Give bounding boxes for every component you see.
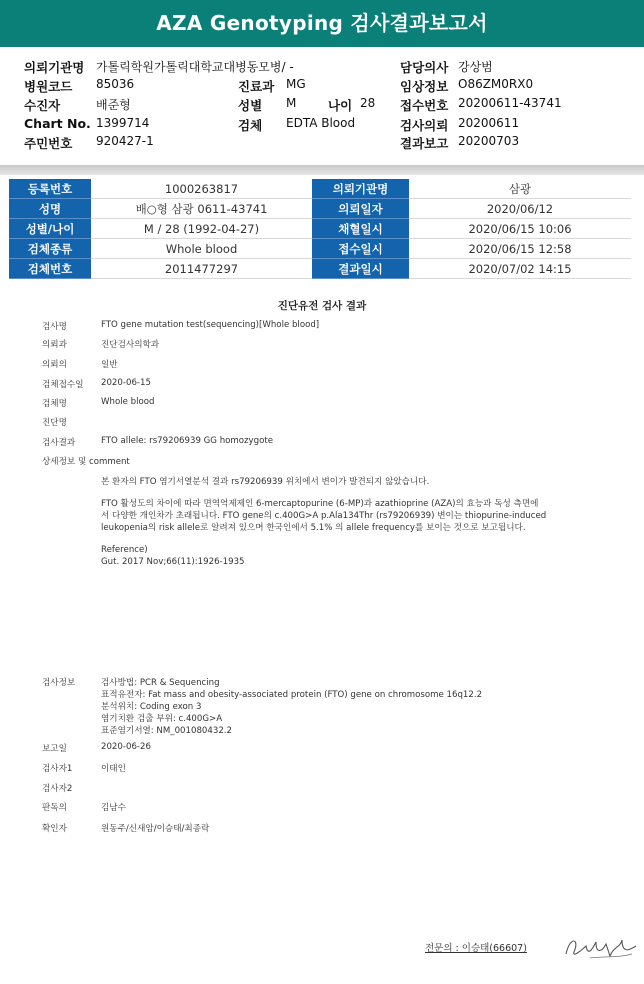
header-value: 20200611-43741 [458, 96, 562, 110]
header-value: O86ZM0RX0 [458, 77, 534, 91]
table-cell: 2020/06/12 [409, 199, 631, 219]
table-row [9, 179, 631, 199]
header-label: 임상정보 [400, 79, 449, 94]
header-label: Chart No. [24, 116, 91, 131]
test-info-label: 검사정보 [42, 678, 76, 688]
row-value: 일반 [101, 360, 118, 370]
header-value: 20200703 [458, 134, 520, 148]
comment-line: FTO 활성도의 차이에 따라 면역억제제인 6-mercaptopurine (6-MP)과 azathioprine (AZA)의 효능과 독성 측면에 [101, 499, 539, 509]
header-value: 강상범 [458, 60, 493, 74]
header-label: 진료과 [238, 79, 275, 94]
section-divider [0, 165, 644, 175]
table-row [9, 259, 631, 279]
row-value: FTO allele: rs79206939 GG homozygote [101, 436, 274, 446]
header-value: 85036 [96, 77, 135, 91]
header-value: 1399714 [96, 116, 150, 130]
row-value: FTO gene mutation test(sequencing)[Whole blood] [101, 320, 320, 330]
table-cell: M / 28 (1992-04-27) [91, 219, 312, 239]
test-info-line: 검사방법: PCR & Sequencing [101, 678, 220, 688]
row-value: 진단검사의학과 [101, 340, 160, 350]
row-label: 검사결과 [42, 438, 76, 448]
table-cell: 2020/06/15 12:58 [409, 239, 631, 259]
table-header-cell: 성별/나이 [9, 219, 91, 239]
row-label: 의뢰의 [42, 360, 67, 370]
comment-line: Gut. 2017 Nov;66(11):1926-1935 [101, 557, 245, 567]
detail-label: 상세정보 및 comment [42, 457, 130, 467]
header-label: 담당의사 [400, 60, 449, 75]
header-label: 의뢰기관명 [24, 60, 85, 75]
test-info-line: 표준염기서열: NM_001080432.2 [101, 726, 232, 736]
table-header-cell: 성명 [9, 199, 91, 219]
consultant-name: 전문의 : 이승태(66607) [425, 943, 527, 954]
table-row [9, 199, 631, 219]
table-cell: 삼광 [409, 179, 631, 199]
table-cell: 2011477297 [91, 259, 312, 279]
table-header-cell: 의뢰일자 [312, 199, 409, 219]
table-header-cell: 등록번호 [9, 179, 91, 199]
header-value: 920427-1 [96, 134, 154, 148]
report-header [0, 54, 644, 154]
row-label: 진단명 [42, 418, 67, 428]
header-label: 병원코드 [24, 79, 73, 94]
table-row [9, 219, 631, 239]
header-label: 접수번호 [400, 98, 449, 113]
table-header-cell: 결과일시 [312, 259, 409, 279]
header-label: 결과보고 [400, 136, 449, 151]
header-value: 28 [360, 96, 376, 110]
comment-line: 본 환자의 FTO 염기서열분석 결과 rs79206939 위치에서 변이가 발견되지 않았습니다. [101, 477, 430, 487]
header-value: 배준형 [96, 98, 131, 112]
header-label: 성별 [238, 98, 263, 113]
table-header-cell: 의뢰기관명 [312, 179, 409, 199]
row-label: 검체접수일 [42, 380, 84, 390]
result-title: 진단유전 검사 결과 [277, 300, 367, 312]
comment-line: 서 다양한 개인차가 초래됩니다. FTO gene의 c.400G>A p.Ala134Thr (rs79206939) 변이는 thiopurine-induced [101, 511, 547, 521]
table-row [9, 239, 631, 259]
row-value: 2020-06-15 [101, 378, 151, 388]
row-value: 김남수 [101, 803, 126, 813]
row-value: 이태인 [101, 764, 126, 774]
header-label: 수진자 [24, 98, 61, 113]
header-label: 검사의뢰 [400, 118, 449, 133]
row-label: 검사자1 [42, 764, 73, 774]
test-info-line: 분석위치: Coding exon 3 [101, 702, 202, 712]
row-label: 검체명 [42, 399, 67, 409]
table-header-cell: 채혈일시 [312, 219, 409, 239]
row-value: 원동주/신새암/이승태/최종락 [101, 824, 210, 834]
table-cell: 2020/07/02 14:15 [409, 259, 631, 279]
row-label: 의뢰과 [42, 340, 67, 350]
row-label: 판독의 [42, 803, 67, 813]
comment-line: leukopenia의 risk allele로 알려져 있으며 한국인에서 5.1% 의 allele frequency를 보이는 것으로 보고됩니다. [101, 523, 526, 533]
signature-icon [560, 928, 640, 966]
header-label: 검체 [238, 118, 263, 133]
test-info-line: 표적유전자: Fat mass and obesity-associated protein (FTO) gene on chromosome 16q12.2 [101, 690, 483, 700]
row-label: 확인자 [42, 824, 67, 834]
report-title: AZA Genotyping 검사결과보고서 [0, 0, 644, 47]
table-cell: 배○형 삼광 0611-43741 [91, 199, 312, 219]
table-cell: 1000263817 [91, 179, 312, 199]
table-cell: 2020/06/15 10:06 [409, 219, 631, 239]
row-label: 검사명 [42, 322, 67, 332]
row-value: 2020-06-26 [101, 742, 151, 752]
comment-line: Reference) [101, 545, 148, 555]
header-value: 가톨릭학원가톨릭대학교대병동모병/ - [96, 60, 294, 74]
header-label: 주민번호 [24, 136, 73, 151]
patient-info-table [9, 179, 631, 279]
header-value: M [286, 96, 297, 110]
table-header-cell: 접수일시 [312, 239, 409, 259]
row-label: 검사자2 [42, 784, 73, 794]
header-value: EDTA Blood [286, 116, 356, 130]
header-value: MG [286, 77, 306, 91]
table-cell: Whole blood [91, 239, 312, 259]
header-value: 20200611 [458, 116, 520, 130]
header-label: 나이 [328, 98, 353, 113]
table-header-cell: 검체종류 [9, 239, 91, 259]
test-info-line: 염기치환 검출 부위: c.400G>A [101, 714, 223, 724]
table-header-cell: 검체번호 [9, 259, 91, 279]
row-value: Whole blood [101, 397, 155, 407]
row-label: 보고일 [42, 744, 67, 754]
